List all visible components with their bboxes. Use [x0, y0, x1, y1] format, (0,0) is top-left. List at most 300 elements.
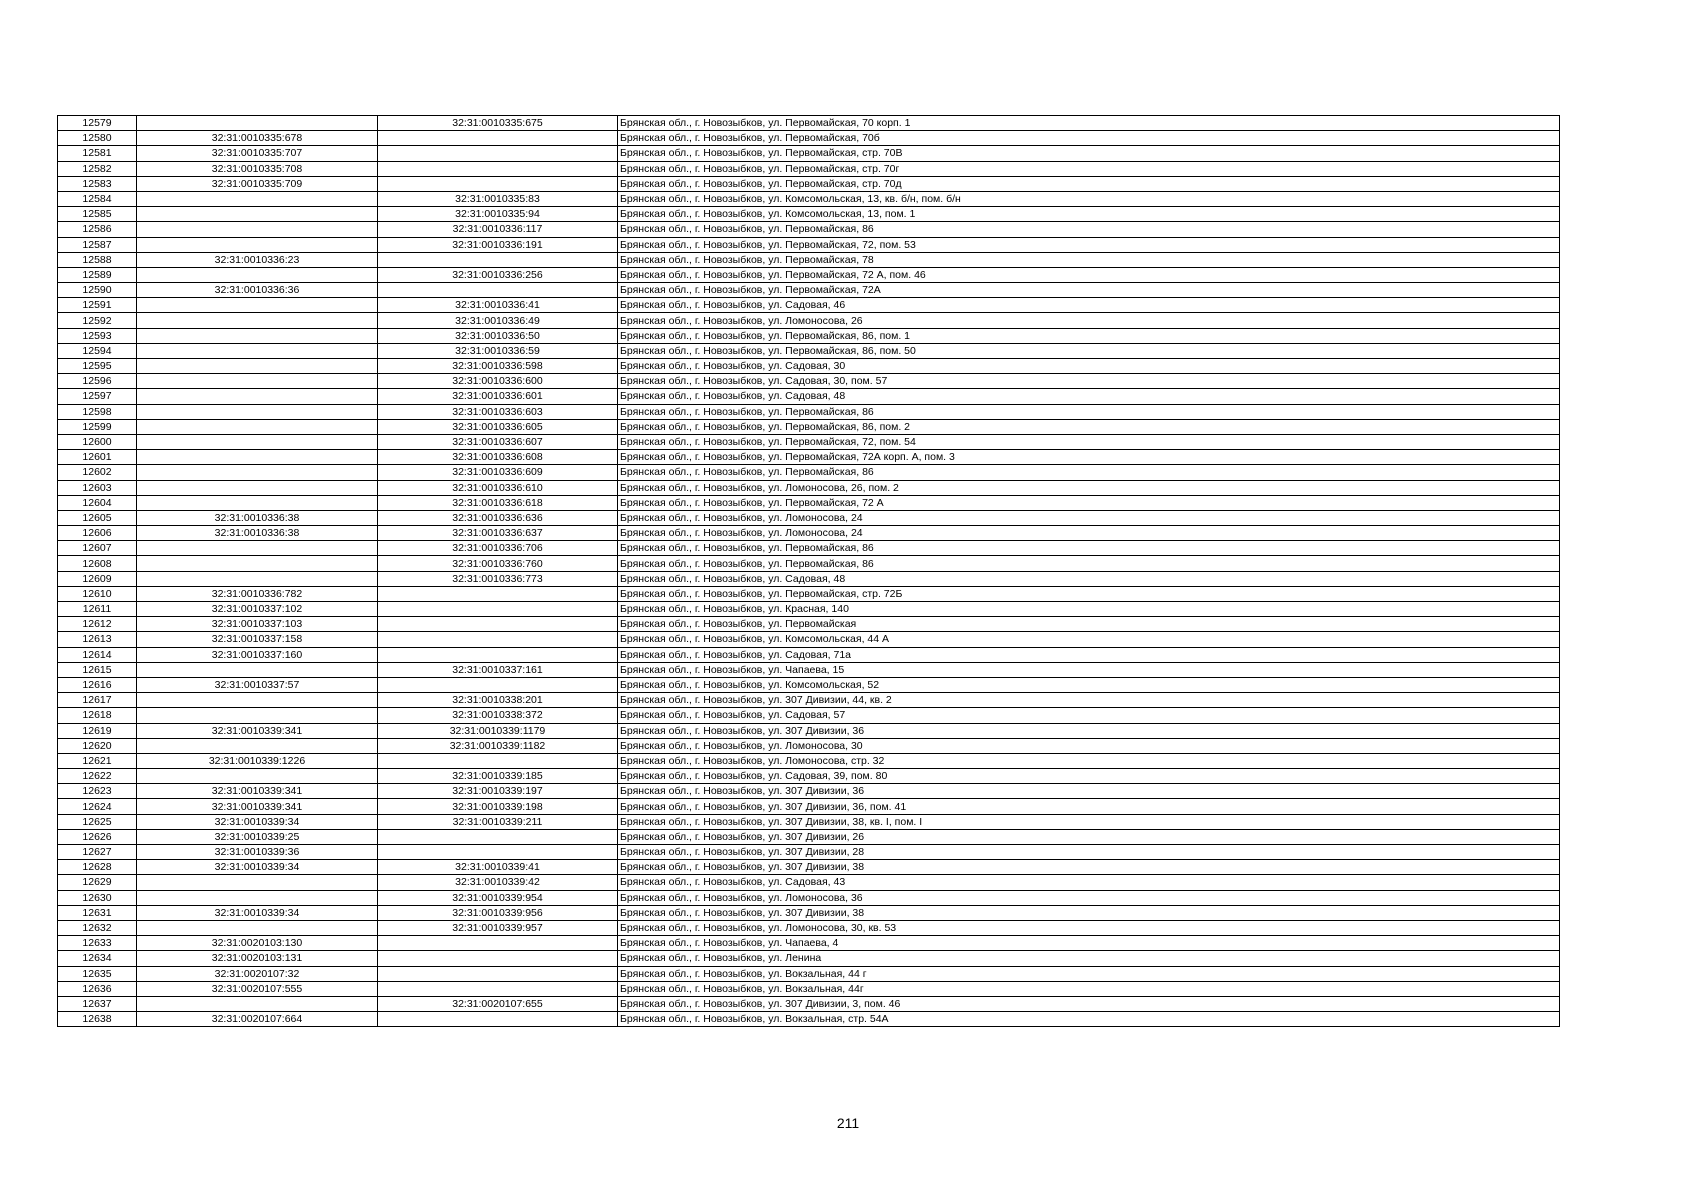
linked-cadastral-number-cell: 32:31:0010335:83	[378, 191, 618, 206]
row-number-cell: 12582	[58, 161, 137, 176]
cadastral-number-cell	[137, 389, 378, 404]
address-cell: Брянская обл., г. Новозыбков, ул. Вокзальная, 44 г	[618, 966, 1560, 981]
linked-cadastral-number-cell: 32:31:0010338:372	[378, 708, 618, 723]
row-number-cell: 12586	[58, 222, 137, 237]
cadastral-number-cell	[137, 116, 378, 131]
table-row	[58, 526, 1560, 541]
table-row	[58, 966, 1560, 981]
linked-cadastral-number-cell	[378, 1012, 618, 1027]
address-cell: Брянская обл., г. Новозыбков, ул. Первомайская, 86	[618, 556, 1560, 571]
cadastral-number-cell	[137, 313, 378, 328]
row-number-cell: 12629	[58, 875, 137, 890]
table-row	[58, 374, 1560, 389]
cadastral-number-cell	[137, 769, 378, 784]
linked-cadastral-number-cell	[378, 602, 618, 617]
row-number-cell: 12638	[58, 1012, 137, 1027]
address-cell: Брянская обл., г. Новозыбков, ул. 307 Дивизии, 38	[618, 905, 1560, 920]
table-row	[58, 723, 1560, 738]
linked-cadastral-number-cell	[378, 936, 618, 951]
row-number-cell: 12592	[58, 313, 137, 328]
linked-cadastral-number-cell: 32:31:0010339:956	[378, 905, 618, 920]
table-row	[58, 450, 1560, 465]
address-cell: Брянская обл., г. Новозыбков, ул. Первомайская, стр. 70д	[618, 176, 1560, 191]
cadastral-number-cell: 32:31:0010335:707	[137, 146, 378, 161]
row-number-cell: 12603	[58, 480, 137, 495]
row-number-cell: 12594	[58, 343, 137, 358]
cadastral-number-cell	[137, 434, 378, 449]
address-cell: Брянская обл., г. Новозыбков, ул. Первомайская, стр. 72Б	[618, 586, 1560, 601]
linked-cadastral-number-cell: 32:31:0010336:609	[378, 465, 618, 480]
row-number-cell: 12601	[58, 450, 137, 465]
cadastral-number-cell: 32:31:0010339:25	[137, 829, 378, 844]
cadastral-number-cell: 32:31:0010337:103	[137, 617, 378, 632]
cadastral-number-cell	[137, 374, 378, 389]
cadastral-number-cell	[137, 222, 378, 237]
row-number-cell: 12599	[58, 419, 137, 434]
linked-cadastral-number-cell	[378, 617, 618, 632]
address-cell: Брянская обл., г. Новозыбков, ул. Чапаева, 4	[618, 936, 1560, 951]
address-cell: Брянская обл., г. Новозыбков, ул. Ломоносова, стр. 32	[618, 753, 1560, 768]
cadastral-number-cell	[137, 419, 378, 434]
table-row	[58, 131, 1560, 146]
row-number-cell: 12595	[58, 359, 137, 374]
table-row	[58, 845, 1560, 860]
cadastral-number-cell: 32:31:0010339:341	[137, 799, 378, 814]
cadastral-number-cell	[137, 450, 378, 465]
address-cell: Брянская обл., г. Новозыбков, ул. Ломоносова, 24	[618, 526, 1560, 541]
cadastral-number-cell: 32:31:0010336:23	[137, 252, 378, 267]
cadastral-number-cell	[137, 237, 378, 252]
row-number-cell: 12625	[58, 814, 137, 829]
table-row	[58, 116, 1560, 131]
row-number-cell: 12614	[58, 647, 137, 662]
cadastral-number-cell: 32:31:0010339:34	[137, 905, 378, 920]
table-row	[58, 237, 1560, 252]
address-cell: Брянская обл., г. Новозыбков, ул. Садовая, 48	[618, 571, 1560, 586]
table-row	[58, 465, 1560, 480]
table-row	[58, 404, 1560, 419]
row-number-cell: 12579	[58, 116, 137, 131]
cadastral-number-cell: 32:31:0010336:782	[137, 586, 378, 601]
row-number-cell: 12635	[58, 966, 137, 981]
linked-cadastral-number-cell	[378, 753, 618, 768]
linked-cadastral-number-cell: 32:31:0010336:41	[378, 298, 618, 313]
linked-cadastral-number-cell: 32:31:0010337:161	[378, 662, 618, 677]
table-row	[58, 191, 1560, 206]
table-row	[58, 434, 1560, 449]
cadastral-number-cell	[137, 191, 378, 206]
cadastral-number-cell: 32:31:0020103:131	[137, 951, 378, 966]
row-number-cell: 12596	[58, 374, 137, 389]
cadastral-number-cell: 32:31:0010336:38	[137, 510, 378, 525]
address-cell: Брянская обл., г. Новозыбков, ул. Первомайская, 72, пом. 53	[618, 237, 1560, 252]
table-row	[58, 389, 1560, 404]
row-number-cell: 12617	[58, 693, 137, 708]
linked-cadastral-number-cell: 32:31:0010336:610	[378, 480, 618, 495]
table-row	[58, 541, 1560, 556]
row-number-cell: 12589	[58, 267, 137, 282]
cadastral-number-cell	[137, 996, 378, 1011]
linked-cadastral-number-cell: 32:31:0010336:760	[378, 556, 618, 571]
row-number-cell: 12631	[58, 905, 137, 920]
cadastral-number-cell	[137, 480, 378, 495]
linked-cadastral-number-cell	[378, 161, 618, 176]
address-cell: Брянская обл., г. Новозыбков, ул. Первомайская, 86, пом. 2	[618, 419, 1560, 434]
linked-cadastral-number-cell: 32:31:0010336:256	[378, 267, 618, 282]
cadastral-number-cell: 32:31:0010339:34	[137, 860, 378, 875]
table-row	[58, 586, 1560, 601]
row-number-cell: 12628	[58, 860, 137, 875]
address-cell: Брянская обл., г. Новозыбков, ул. Садовая, 57	[618, 708, 1560, 723]
address-cell: Брянская обл., г. Новозыбков, ул. Комсомольская, 13, кв. б/н, пом. б/н	[618, 191, 1560, 206]
cadastral-number-cell	[137, 343, 378, 358]
linked-cadastral-number-cell: 32:31:0010339:1179	[378, 723, 618, 738]
linked-cadastral-number-cell	[378, 252, 618, 267]
address-cell: Брянская обл., г. Новозыбков, ул. Садовая, 46	[618, 298, 1560, 313]
cadastral-number-cell: 32:31:0020107:32	[137, 966, 378, 981]
row-number-cell: 12588	[58, 252, 137, 267]
linked-cadastral-number-cell: 32:31:0010336:636	[378, 510, 618, 525]
table-row	[58, 860, 1560, 875]
linked-cadastral-number-cell: 32:31:0010336:59	[378, 343, 618, 358]
row-number-cell: 12630	[58, 890, 137, 905]
cadastral-number-cell: 32:31:0010336:36	[137, 283, 378, 298]
linked-cadastral-number-cell: 32:31:0010336:600	[378, 374, 618, 389]
row-number-cell: 12590	[58, 283, 137, 298]
cadastral-number-cell: 32:31:0010336:38	[137, 526, 378, 541]
table-row	[58, 632, 1560, 647]
linked-cadastral-number-cell	[378, 131, 618, 146]
row-number-cell: 12634	[58, 951, 137, 966]
table-row	[58, 556, 1560, 571]
address-cell: Брянская обл., г. Новозыбков, ул. Первомайская, 86, пом. 50	[618, 343, 1560, 358]
linked-cadastral-number-cell: 32:31:0010336:605	[378, 419, 618, 434]
address-cell: Брянская обл., г. Новозыбков, ул. Вокзальная, 44г	[618, 981, 1560, 996]
row-number-cell: 12584	[58, 191, 137, 206]
address-cell: Брянская обл., г. Новозыбков, ул. Садовая, 43	[618, 875, 1560, 890]
row-number-cell: 12583	[58, 176, 137, 191]
linked-cadastral-number-cell: 32:31:0010339:211	[378, 814, 618, 829]
linked-cadastral-number-cell: 32:31:0010339:185	[378, 769, 618, 784]
address-cell: Брянская обл., г. Новозыбков, ул. Ломоносова, 30, кв. 53	[618, 920, 1560, 935]
table-row	[58, 222, 1560, 237]
row-number-cell: 12623	[58, 784, 137, 799]
address-cell: Брянская обл., г. Новозыбков, ул. Первомайская, 86	[618, 404, 1560, 419]
page-number: 211	[836, 1115, 860, 1131]
address-cell: Брянская обл., г. Новозыбков, ул. Первомайская, 70 корп. 1	[618, 116, 1560, 131]
address-cell: Брянская обл., г. Новозыбков, ул. Первомайская, 72 А, пом. 46	[618, 267, 1560, 282]
linked-cadastral-number-cell	[378, 176, 618, 191]
address-cell: Брянская обл., г. Новозыбков, ул. Первомайская, 86	[618, 222, 1560, 237]
row-number-cell: 12622	[58, 769, 137, 784]
row-number-cell: 12616	[58, 677, 137, 692]
address-cell: Брянская обл., г. Новозыбков, ул. Ломоносова, 36	[618, 890, 1560, 905]
row-number-cell: 12597	[58, 389, 137, 404]
table-row	[58, 161, 1560, 176]
linked-cadastral-number-cell: 32:31:0010339:1182	[378, 738, 618, 753]
address-cell: Брянская обл., г. Новозыбков, ул. Ломоносова, 30	[618, 738, 1560, 753]
address-cell: Брянская обл., г. Новозыбков, ул. Садовая, 30, пом. 57	[618, 374, 1560, 389]
linked-cadastral-number-cell	[378, 829, 618, 844]
address-cell: Брянская обл., г. Новозыбков, ул. Красная, 140	[618, 602, 1560, 617]
address-cell: Брянская обл., г. Новозыбков, ул. Первомайская, 70б	[618, 131, 1560, 146]
table-row	[58, 829, 1560, 844]
linked-cadastral-number-cell: 32:31:0010335:675	[378, 116, 618, 131]
cadastral-number-cell	[137, 465, 378, 480]
address-cell: Брянская обл., г. Новозыбков, ул. Комсомольская, 44 А	[618, 632, 1560, 647]
row-number-cell: 12587	[58, 237, 137, 252]
cadastral-number-cell	[137, 708, 378, 723]
row-number-cell: 12598	[58, 404, 137, 419]
linked-cadastral-number-cell	[378, 146, 618, 161]
table-row	[58, 480, 1560, 495]
linked-cadastral-number-cell: 32:31:0010336:603	[378, 404, 618, 419]
linked-cadastral-number-cell	[378, 966, 618, 981]
table-row	[58, 662, 1560, 677]
linked-cadastral-number-cell: 32:31:0010336:608	[378, 450, 618, 465]
linked-cadastral-number-cell: 32:31:0010336:607	[378, 434, 618, 449]
address-cell: Брянская обл., г. Новозыбков, ул. Садовая, 71а	[618, 647, 1560, 662]
linked-cadastral-number-cell: 32:31:0020107:655	[378, 996, 618, 1011]
table-row	[58, 283, 1560, 298]
cadastral-number-cell	[137, 662, 378, 677]
linked-cadastral-number-cell: 32:31:0010336:598	[378, 359, 618, 374]
row-number-cell: 12608	[58, 556, 137, 571]
row-number-cell: 12607	[58, 541, 137, 556]
cadastral-number-cell: 32:31:0010339:1226	[137, 753, 378, 768]
cadastral-number-cell: 32:31:0010339:341	[137, 784, 378, 799]
address-cell: Брянская обл., г. Новозыбков, ул. 307 Дивизии, 36	[618, 723, 1560, 738]
linked-cadastral-number-cell: 32:31:0010336:773	[378, 571, 618, 586]
row-number-cell: 12633	[58, 936, 137, 951]
address-cell: Брянская обл., г. Новозыбков, ул. Первомайская, 72А	[618, 283, 1560, 298]
table-row	[58, 769, 1560, 784]
table-row	[58, 419, 1560, 434]
table-row	[58, 981, 1560, 996]
linked-cadastral-number-cell	[378, 951, 618, 966]
address-cell: Брянская обл., г. Новозыбков, ул. Первомайская, стр. 70В	[618, 146, 1560, 161]
cadastral-number-cell	[137, 920, 378, 935]
cadastral-number-cell: 32:31:0010335:708	[137, 161, 378, 176]
address-cell: Брянская обл., г. Новозыбков, ул. Чапаева, 15	[618, 662, 1560, 677]
row-number-cell: 12611	[58, 602, 137, 617]
linked-cadastral-number-cell: 32:31:0010336:618	[378, 495, 618, 510]
linked-cadastral-number-cell	[378, 647, 618, 662]
linked-cadastral-number-cell	[378, 845, 618, 860]
address-cell: Брянская обл., г. Новозыбков, ул. Первомайская	[618, 617, 1560, 632]
cadastral-number-cell: 32:31:0010335:709	[137, 176, 378, 191]
address-cell: Брянская обл., г. Новозыбков, ул. Первомайская, 72 А	[618, 495, 1560, 510]
address-cell: Брянская обл., г. Новозыбков, ул. Первомайская, 86	[618, 541, 1560, 556]
cadastral-number-cell: 32:31:0010337:102	[137, 602, 378, 617]
address-cell: Брянская обл., г. Новозыбков, ул. Комсомольская, 13, пом. 1	[618, 207, 1560, 222]
cadastral-number-cell: 32:31:0020107:555	[137, 981, 378, 996]
table-row	[58, 602, 1560, 617]
table-row	[58, 936, 1560, 951]
row-number-cell: 12613	[58, 632, 137, 647]
row-number-cell: 12605	[58, 510, 137, 525]
table-row	[58, 708, 1560, 723]
row-number-cell: 12593	[58, 328, 137, 343]
cadastral-number-cell: 32:31:0010339:36	[137, 845, 378, 860]
linked-cadastral-number-cell: 32:31:0010339:198	[378, 799, 618, 814]
cadastral-number-cell	[137, 541, 378, 556]
table-row	[58, 267, 1560, 282]
row-number-cell: 12632	[58, 920, 137, 935]
address-cell: Брянская обл., г. Новозыбков, ул. Садовая, 39, пом. 80	[618, 769, 1560, 784]
address-cell: Брянская обл., г. Новозыбков, ул. Садовая, 48	[618, 389, 1560, 404]
linked-cadastral-number-cell: 32:31:0010339:954	[378, 890, 618, 905]
cadastral-number-cell	[137, 267, 378, 282]
table-row	[58, 252, 1560, 267]
cadastral-number-cell: 32:31:0010337:57	[137, 677, 378, 692]
row-number-cell: 12624	[58, 799, 137, 814]
address-cell: Брянская обл., г. Новозыбков, ул. 307 Дивизии, 44, кв. 2	[618, 693, 1560, 708]
table-row	[58, 359, 1560, 374]
table-row	[58, 146, 1560, 161]
row-number-cell: 12585	[58, 207, 137, 222]
row-number-cell: 12627	[58, 845, 137, 860]
linked-cadastral-number-cell	[378, 632, 618, 647]
table-row	[58, 207, 1560, 222]
cadastral-number-cell: 32:31:0010339:341	[137, 723, 378, 738]
address-cell: Брянская обл., г. Новозыбков, ул. Первомайская, стр. 70г	[618, 161, 1560, 176]
address-cell: Брянская обл., г. Новозыбков, ул. 307 Дивизии, 36	[618, 784, 1560, 799]
row-number-cell: 12621	[58, 753, 137, 768]
cadastral-number-cell	[137, 298, 378, 313]
row-number-cell: 12615	[58, 662, 137, 677]
address-cell: Брянская обл., г. Новозыбков, ул. Ленина	[618, 951, 1560, 966]
cadastral-number-cell	[137, 738, 378, 753]
address-cell: Брянская обл., г. Новозыбков, ул. Вокзальная, стр. 54А	[618, 1012, 1560, 1027]
row-number-cell: 12636	[58, 981, 137, 996]
cadastral-table	[57, 115, 1560, 1027]
table-row	[58, 677, 1560, 692]
cadastral-number-cell	[137, 495, 378, 510]
address-cell: Брянская обл., г. Новозыбков, ул. 307 Дивизии, 38	[618, 860, 1560, 875]
table-row	[58, 799, 1560, 814]
address-cell: Брянская обл., г. Новозыбков, ул. 307 Дивизии, 26	[618, 829, 1560, 844]
address-cell: Брянская обл., г. Новозыбков, ул. 307 Дивизии, 28	[618, 845, 1560, 860]
row-number-cell: 12604	[58, 495, 137, 510]
cadastral-number-cell: 32:31:0010337:160	[137, 647, 378, 662]
table-row	[58, 996, 1560, 1011]
cadastral-number-cell	[137, 359, 378, 374]
linked-cadastral-number-cell: 32:31:0010335:94	[378, 207, 618, 222]
address-cell: Брянская обл., г. Новозыбков, ул. Первомайская, 86	[618, 465, 1560, 480]
row-number-cell: 12581	[58, 146, 137, 161]
linked-cadastral-number-cell	[378, 586, 618, 601]
linked-cadastral-number-cell: 32:31:0010339:197	[378, 784, 618, 799]
address-cell: Брянская обл., г. Новозыбков, ул. 307 Дивизии, 36, пом. 41	[618, 799, 1560, 814]
table-row	[58, 875, 1560, 890]
address-cell: Брянская обл., г. Новозыбков, ул. Садовая, 30	[618, 359, 1560, 374]
address-cell: Брянская обл., г. Новозыбков, ул. Первомайская, 86, пом. 1	[618, 328, 1560, 343]
address-cell: Брянская обл., г. Новозыбков, ул. Первомайская, 72, пом. 54	[618, 434, 1560, 449]
linked-cadastral-number-cell	[378, 677, 618, 692]
cadastral-number-cell	[137, 556, 378, 571]
linked-cadastral-number-cell	[378, 981, 618, 996]
table-row	[58, 617, 1560, 632]
linked-cadastral-number-cell	[378, 283, 618, 298]
table-row	[58, 890, 1560, 905]
row-number-cell: 12609	[58, 571, 137, 586]
linked-cadastral-number-cell: 32:31:0010336:50	[378, 328, 618, 343]
row-number-cell: 12606	[58, 526, 137, 541]
table-body	[58, 116, 1560, 1027]
address-cell: Брянская обл., г. Новозыбков, ул. Ломоносова, 26, пом. 2	[618, 480, 1560, 495]
cadastral-number-cell	[137, 207, 378, 222]
address-cell: Брянская обл., г. Новозыбков, ул. 307 Дивизии, 3, пом. 46	[618, 996, 1560, 1011]
cadastral-number-cell: 32:31:0010337:158	[137, 632, 378, 647]
table-row	[58, 298, 1560, 313]
cadastral-number-cell	[137, 571, 378, 586]
row-number-cell: 12626	[58, 829, 137, 844]
table-row	[58, 951, 1560, 966]
row-number-cell: 12620	[58, 738, 137, 753]
row-number-cell: 12618	[58, 708, 137, 723]
address-cell: Брянская обл., г. Новозыбков, ул. Ломоносова, 26	[618, 313, 1560, 328]
linked-cadastral-number-cell: 32:31:0010336:706	[378, 541, 618, 556]
cadastral-number-cell: 32:31:0020103:130	[137, 936, 378, 951]
row-number-cell: 12619	[58, 723, 137, 738]
row-number-cell: 12602	[58, 465, 137, 480]
address-cell: Брянская обл., г. Новозыбков, ул. Комсомольская, 52	[618, 677, 1560, 692]
table-row	[58, 313, 1560, 328]
table-row	[58, 738, 1560, 753]
linked-cadastral-number-cell: 32:31:0010336:637	[378, 526, 618, 541]
row-number-cell: 12610	[58, 586, 137, 601]
linked-cadastral-number-cell: 32:31:0010339:42	[378, 875, 618, 890]
cadastral-number-cell: 32:31:0020107:664	[137, 1012, 378, 1027]
table-row	[58, 784, 1560, 799]
table-row	[58, 753, 1560, 768]
row-number-cell: 12580	[58, 131, 137, 146]
address-cell: Брянская обл., г. Новозыбков, ул. Первомайская, 78	[618, 252, 1560, 267]
address-cell: Брянская обл., г. Новозыбков, ул. Ломоносова, 24	[618, 510, 1560, 525]
table-row	[58, 571, 1560, 586]
cadastral-number-cell	[137, 328, 378, 343]
cadastral-number-cell	[137, 890, 378, 905]
cadastral-number-cell	[137, 693, 378, 708]
linked-cadastral-number-cell: 32:31:0010339:41	[378, 860, 618, 875]
table-row	[58, 328, 1560, 343]
address-cell: Брянская обл., г. Новозыбков, ул. Первомайская, 72А корп. А, пом. 3	[618, 450, 1560, 465]
table-row	[58, 343, 1560, 358]
address-cell: Брянская обл., г. Новозыбков, ул. 307 Дивизии, 38, кв. I, пом. I	[618, 814, 1560, 829]
row-number-cell: 12612	[58, 617, 137, 632]
cadastral-number-cell	[137, 875, 378, 890]
table-row	[58, 905, 1560, 920]
linked-cadastral-number-cell: 32:31:0010336:117	[378, 222, 618, 237]
cadastral-number-cell: 32:31:0010339:34	[137, 814, 378, 829]
linked-cadastral-number-cell: 32:31:0010336:191	[378, 237, 618, 252]
linked-cadastral-number-cell: 32:31:0010336:601	[378, 389, 618, 404]
linked-cadastral-number-cell: 32:31:0010338:201	[378, 693, 618, 708]
linked-cadastral-number-cell: 32:31:0010336:49	[378, 313, 618, 328]
table-row	[58, 176, 1560, 191]
row-number-cell: 12591	[58, 298, 137, 313]
row-number-cell: 12637	[58, 996, 137, 1011]
cadastral-number-cell	[137, 404, 378, 419]
row-number-cell: 12600	[58, 434, 137, 449]
table-row	[58, 1012, 1560, 1027]
table-row	[58, 510, 1560, 525]
table-row	[58, 920, 1560, 935]
table-row	[58, 495, 1560, 510]
linked-cadastral-number-cell: 32:31:0010339:957	[378, 920, 618, 935]
table-row	[58, 693, 1560, 708]
